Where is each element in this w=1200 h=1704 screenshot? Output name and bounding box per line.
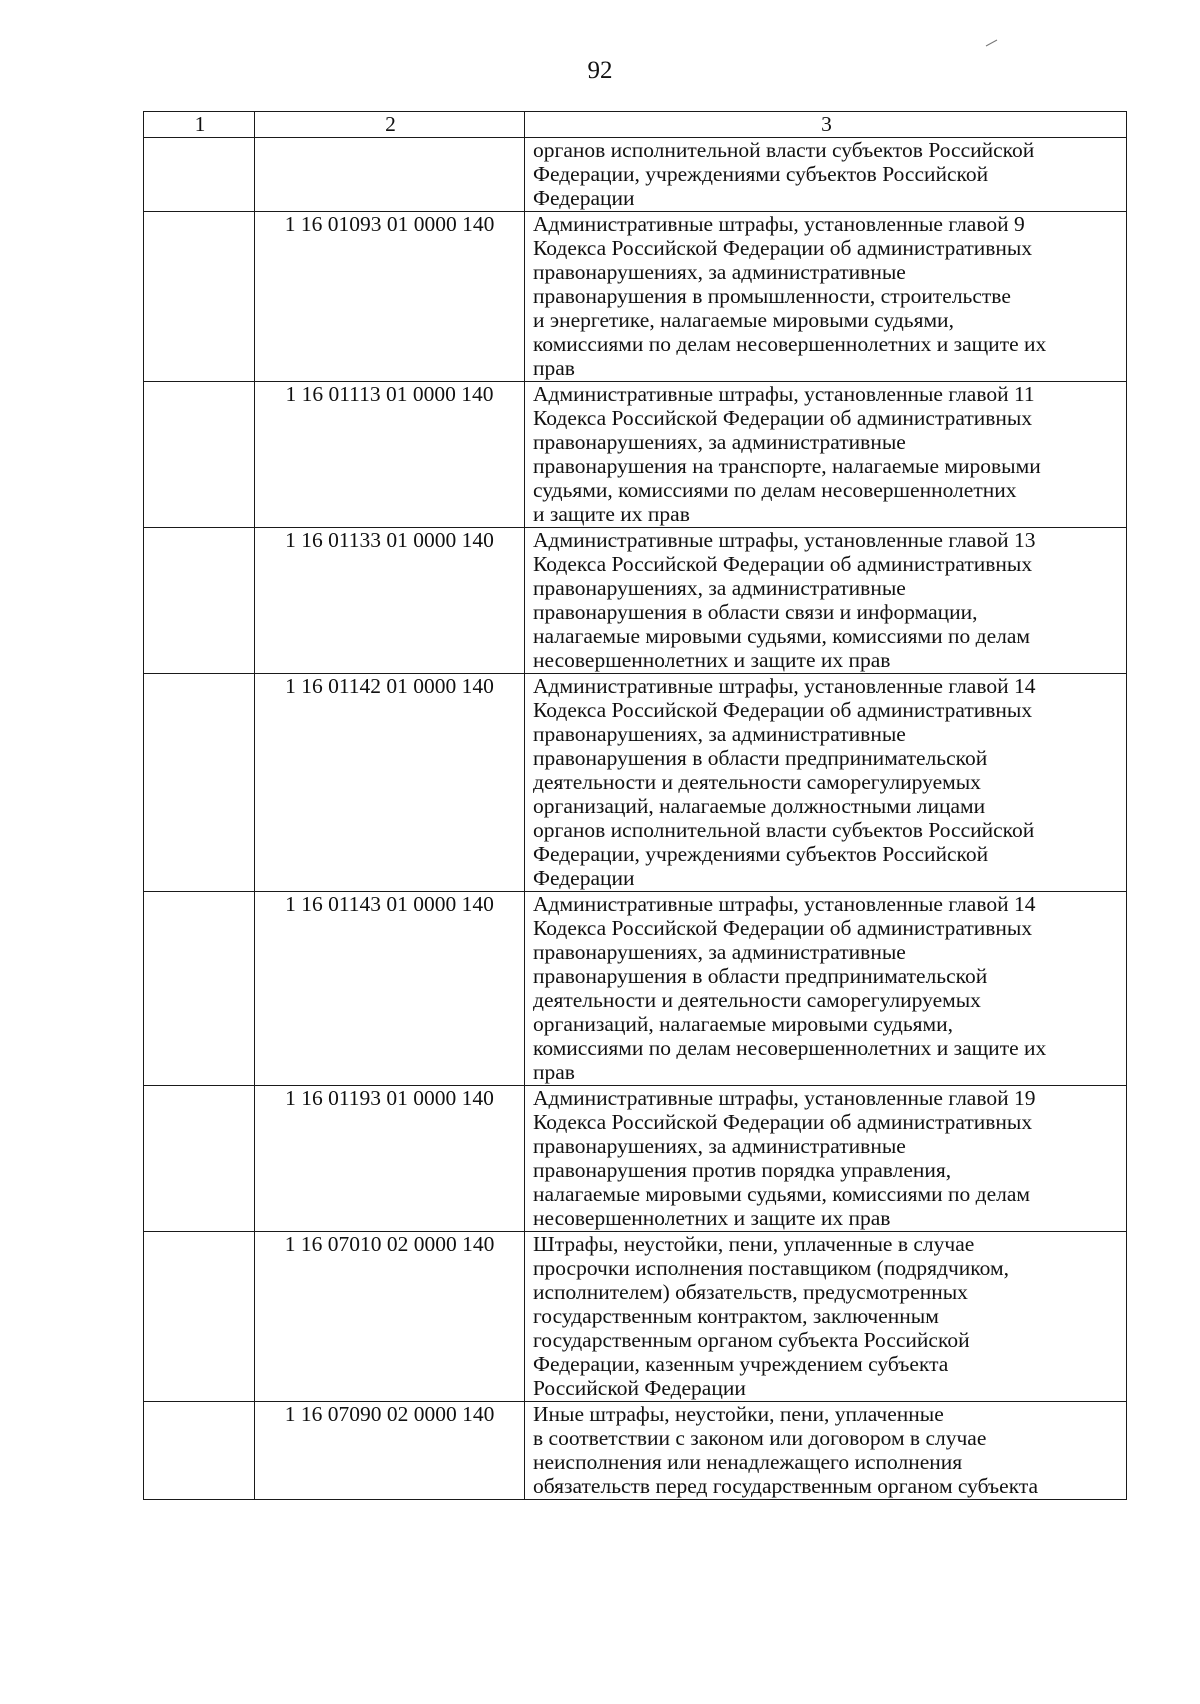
- table-row: [144, 1086, 1127, 1232]
- table-row: [144, 138, 1127, 212]
- revenue-description-cell: Штрафы, неустойки, пени, уплаченные в случае просрочки исполнения поставщиком (подрядчиком, исполнителем) обязательств, предусмотренных государственным контрактом, заключенным государственным органом субъекта Российской Федерации, казенным учреждением субъекта Российской Федерации: [525, 1232, 1127, 1402]
- revenue-description-cell: Административные штрафы, установленные главой 13 Кодекса Российской Федерации об административных правонарушениях, за административные правонарушения в области связи и информации, налагаемые мировыми судьями, комиссиями по делам несовершеннолетних и защите их прав: [525, 528, 1127, 674]
- revenue-description-cell: органов исполнительной власти субъектов Российской Федерации, учреждениями субъектов Российской Федерации: [525, 138, 1127, 212]
- table-row: [144, 1232, 1127, 1402]
- table-row: [144, 892, 1127, 1086]
- budget-code-cell: 1 16 01193 01 0000 140: [255, 1086, 525, 1232]
- header-cell-3: 3: [525, 112, 1127, 138]
- scan-speck-mark: [985, 38, 999, 48]
- revenue-description-cell: Иные штрафы, неустойки, пени, уплаченные в соответствии с законом или договором в случае неисполнения или ненадлежащего исполнения обязательств перед государственным органом субъекта: [525, 1402, 1127, 1500]
- budget-code-cell: 1 16 01143 01 0000 140: [255, 892, 525, 1086]
- budget-codes-table: [143, 111, 1127, 1500]
- row-number-cell: [144, 892, 255, 1086]
- header-cell-1: 1: [144, 112, 255, 138]
- budget-code-cell: [255, 138, 525, 212]
- row-number-cell: [144, 212, 255, 382]
- budget-code-cell: 1 16 07090 02 0000 140: [255, 1402, 525, 1500]
- budget-code-cell: 1 16 01113 01 0000 140: [255, 382, 525, 528]
- page-number: 92: [587, 57, 613, 84]
- row-number-cell: [144, 674, 255, 892]
- revenue-description-cell: Административные штрафы, установленные главой 11 Кодекса Российской Федерации об административных правонарушениях, за административные правонарушения на транспорте, налагаемые мировыми судьями, комиссиями по делам несовершеннолетних и защите их прав: [525, 382, 1127, 528]
- revenue-description-cell: Административные штрафы, установленные главой 14 Кодекса Российской Федерации об административных правонарушениях, за административные правонарушения в области предпринимательской деятельности и деятельности саморегулируемых организаций, налагаемые должностными лицами органов исполнительной власти субъектов Российской Федерации, учреждениями субъектов Российской Федерации: [525, 674, 1127, 892]
- row-number-cell: [144, 1402, 255, 1500]
- table-row: [144, 382, 1127, 528]
- row-number-cell: [144, 1232, 255, 1402]
- budget-code-cell: 1 16 07010 02 0000 140: [255, 1232, 525, 1402]
- revenue-description-cell: Административные штрафы, установленные главой 9 Кодекса Российской Федерации об административных правонарушениях, за административные правонарушения в промышленности, строительстве и энергетике, налагаемые мировыми судьями, комиссиями по делам несовершеннолетних и защите их прав: [525, 212, 1127, 382]
- table-header-row: [144, 112, 1127, 138]
- row-number-cell: [144, 1086, 255, 1232]
- row-number-cell: [144, 382, 255, 528]
- row-number-cell: [144, 528, 255, 674]
- table-row: [144, 528, 1127, 674]
- table-row: [144, 674, 1127, 892]
- budget-code-cell: 1 16 01142 01 0000 140: [255, 674, 525, 892]
- table-row: [144, 1402, 1127, 1500]
- budget-code-cell: 1 16 01093 01 0000 140: [255, 212, 525, 382]
- table-row: [144, 212, 1127, 382]
- row-number-cell: [144, 138, 255, 212]
- budget-code-cell: 1 16 01133 01 0000 140: [255, 528, 525, 674]
- header-cell-2: 2: [255, 112, 525, 138]
- revenue-description-cell: Административные штрафы, установленные главой 14 Кодекса Российской Федерации об административных правонарушениях, за административные правонарушения в области предпринимательской деятельности и деятельности саморегулируемых организаций, налагаемые мировыми судьями, комиссиями по делам несовершеннолетних и защите их прав: [525, 892, 1127, 1086]
- revenue-description-cell: Административные штрафы, установленные главой 19 Кодекса Российской Федерации об административных правонарушениях, за административные правонарушения против порядка управления, налагаемые мировыми судьями, комиссиями по делам несовершеннолетних и защите их прав: [525, 1086, 1127, 1232]
